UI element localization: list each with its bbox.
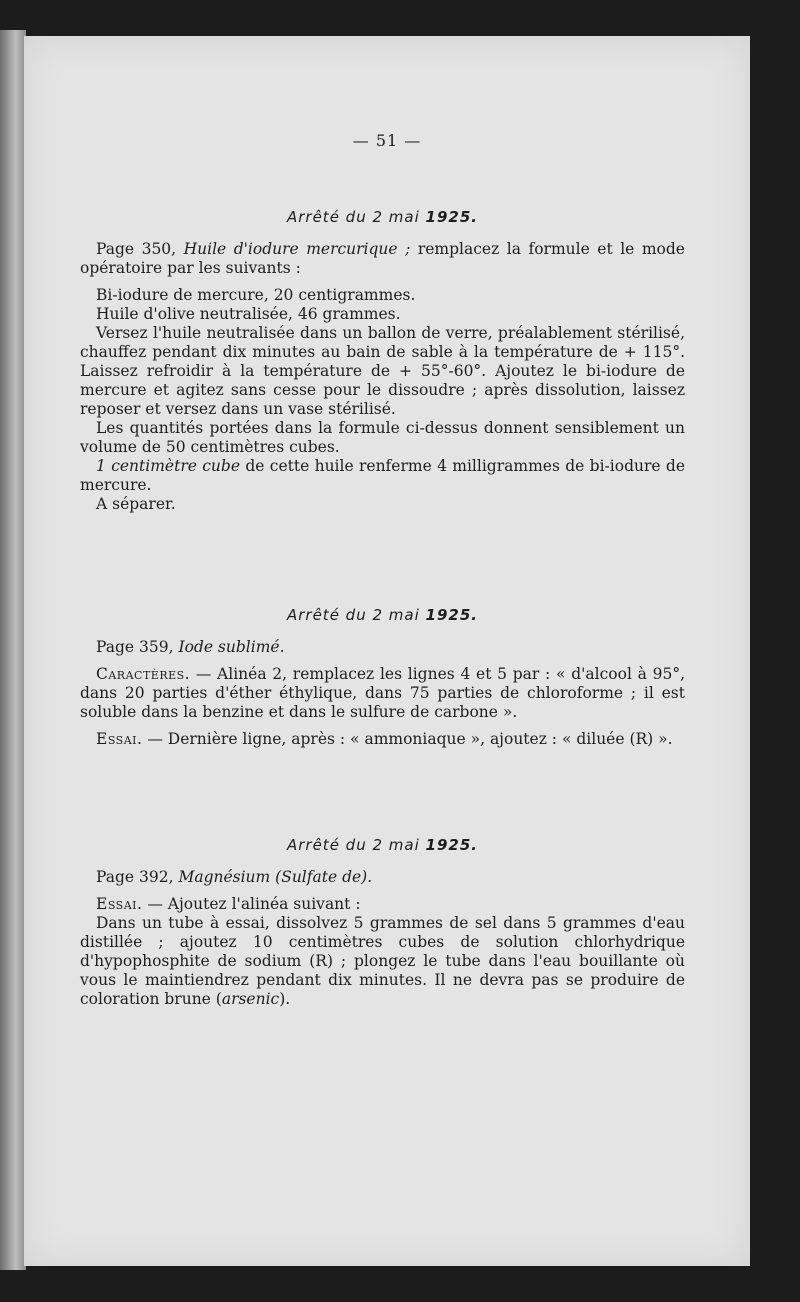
paragraph-intro: Page 392, Magnésium (Sulfate de). [96,868,373,886]
paragraph-essai: Essai. — Ajoutez l'alinéa suivant : [96,895,361,913]
section-iode-sublime [80,606,685,749]
paragraph-intro: Page 350, Huile d'iodure mercurique ; remplacez la formule et le mode opératoire par les suivants : [80,240,685,277]
paragraph-body: Dans un tube à essai, dissolvez 5 grammes de sel dans 5 grammes d'eau distillée ; ajoutez 10 centimètres cubes de solution chlorhydrique d'hypophosphite de sodium (R) ; plongez le tube dans l'eau bouillante où vous le maintiendrez pendant dix minutes. Il ne devra pas se produire de coloration brune (arsenic). [80,914,685,1008]
paragraph-dose: 1 centimètre cube de cette huile renferme 4 milligrammes de bi-iodure de mercure. [80,457,685,494]
page-number: — 51 — [352,131,422,150]
paragraph-intro: Page 359, Iode sublimé. [96,638,285,656]
paragraph: Huile d'olive neutralisée, 46 grammes. [96,305,401,323]
section-huile-iodure [80,208,685,514]
paragraph: Bi-iodure de mercure, 20 centigrammes. [96,286,416,304]
section-magnesium-sulfate [80,836,685,1009]
paragraph-closing: A séparer. [96,495,176,513]
paragraph-caracteres: Caractères. — Alinéa 2, remplacez les lignes 4 et 5 par : « d'alcool à 95°, dans 20 parties d'éther éthylique, dans 75 parties de chloroforme ; il est soluble dans la benzine et dans le sulfure de carbone ». [80,665,685,721]
section-heading: Arrêté du 2 mai 1925. [286,208,478,226]
document-page [24,36,750,1266]
paragraph: Les quantités portées dans la formule ci-dessus donnent sensiblement un volume de 50 centimètres cubes. [80,419,685,456]
paragraph: Versez l'huile neutralisée dans un ballon de verre, préalablement stérilisé, chauffez pendant dix minutes au bain de sable à la température de + 115°. Laissez refroidir à la température de + 55°-60°. Ajoutez le bi-iodure de mercure et agitez sans cesse pour le dissoudre ; après dissolution, laissez reposer et versez dans un vase stérilisé. [80,324,685,418]
facing-page-edge [0,30,26,1270]
paragraph-essai: Essai. — Dernière ligne, après : « ammoniaque », ajoutez : « diluée (R) ». [96,730,673,748]
section-heading: Arrêté du 2 mai 1925. [286,606,478,624]
section-heading: Arrêté du 2 mai 1925. [286,836,478,854]
